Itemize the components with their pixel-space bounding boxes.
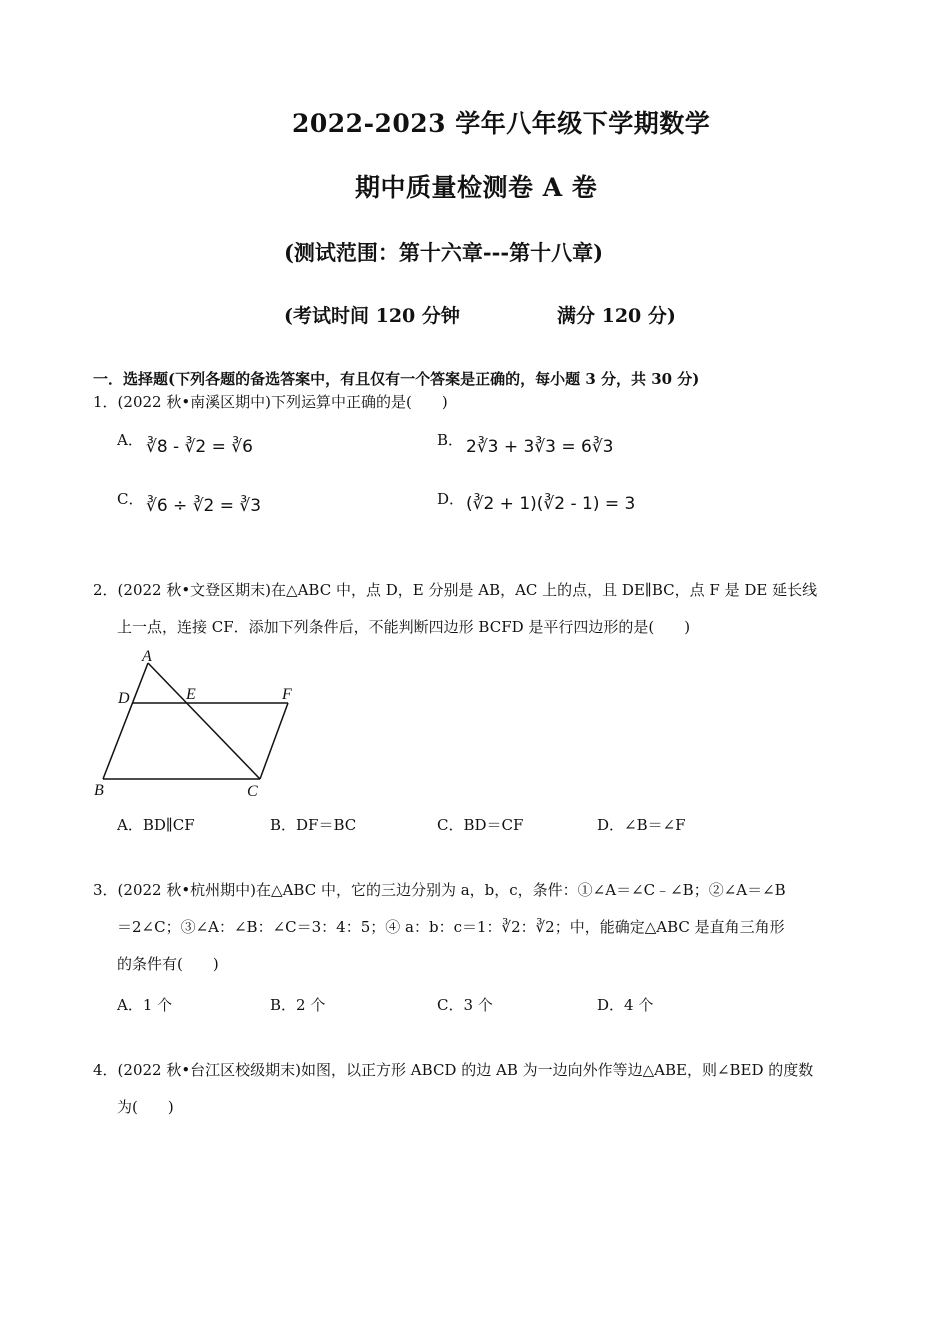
q1-option-d[interactable]: (∛2 + 1)(∛2 - 1) = 3 — [466, 494, 636, 514]
label-b: B — [94, 782, 104, 799]
q1-option-a-label: A． — [117, 431, 143, 449]
q2-stem-line-1: 2．(2022 秋•文登区期末)在△ABC 中，点 D，E 分别是 AB，AC 上的点，且 DE∥BC，点 F 是 DE 延长线 — [93, 581, 818, 599]
q1-option-a[interactable]: ∛8 - ∛2 = ∛6 — [146, 437, 253, 457]
q1-option-c-label: C． — [117, 490, 144, 508]
label-f: F — [282, 686, 292, 703]
segment-ab — [103, 663, 148, 779]
q1-option-c[interactable]: ∛6 ÷ ∛2 = ∛3 — [146, 496, 262, 516]
label-c: C — [247, 783, 258, 800]
q1-option-b-label: B． — [437, 431, 464, 449]
q3-option-d[interactable]: D．4 个 — [597, 996, 654, 1014]
q3-option-a[interactable]: A．1 个 — [117, 996, 173, 1014]
segment-ac — [148, 663, 260, 779]
q1-stem: 1．(2022 秋•南溪区期中)下列运算中正确的是( ) — [93, 393, 448, 411]
label-e: E — [186, 686, 196, 703]
q2-option-d[interactable]: D．∠B＝∠F — [597, 816, 686, 834]
q2-figure — [88, 645, 308, 805]
q2-option-c[interactable]: C．BD＝CF — [437, 816, 524, 834]
q3-option-c[interactable]: C．3 个 — [437, 996, 493, 1014]
q2-stem-line-2: 上一点，连接 CF．添加下列条件后，不能判断四边形 BCFD 是平行四边形的是( ) — [117, 618, 691, 636]
q1-option-b[interactable]: 2∛3 + 3∛3 = 6∛3 — [466, 437, 614, 457]
title-line-1: 2022-2023 学年八年级下学期数学 — [292, 109, 711, 138]
full-score: 满分 120 分) — [557, 305, 676, 327]
label-a: A — [142, 648, 152, 665]
q3-stem-line-2: ＝2∠C；③∠A：∠B：∠C＝3：4：5；④ a：b：c＝1：∛2：∛2；中，能确定△ABC 是直角三角形 — [117, 918, 785, 936]
q2-option-b[interactable]: B．DF＝BC — [270, 816, 357, 834]
q4-stem-line-1: 4．(2022 秋•台江区校级期末)如图，以正方形 ABCD 的边 AB 为一边向外作等边△ABE，则∠BED 的度数 — [93, 1061, 814, 1079]
q1-option-d-label: D． — [437, 490, 465, 508]
test-scope: (测试范围：第十六章---第十八章) — [284, 240, 604, 265]
title-line-2: 期中质量检测卷 A 卷 — [355, 173, 598, 202]
exam-time: (考试时间 120 分钟 — [284, 305, 460, 327]
segment-cf — [260, 703, 288, 779]
q4-stem-line-2: 为( ) — [117, 1098, 174, 1116]
q3-stem-line-3: 的条件有( ) — [117, 955, 219, 973]
section-heading: 一．选择题(下列各题的备选答案中，有且仅有一个答案是正确的，每小题 3 分，共 30 分) — [93, 370, 700, 388]
q3-option-b[interactable]: B．2 个 — [270, 996, 326, 1014]
q2-option-a[interactable]: A．BD∥CF — [117, 816, 195, 834]
label-d: D — [118, 690, 130, 707]
q3-stem-line-1: 3．(2022 秋•杭州期中)在△ABC 中，它的三边分别为 a，b，c，条件：①∠A＝∠C﹣∠B；②∠A＝∠B — [93, 881, 786, 899]
